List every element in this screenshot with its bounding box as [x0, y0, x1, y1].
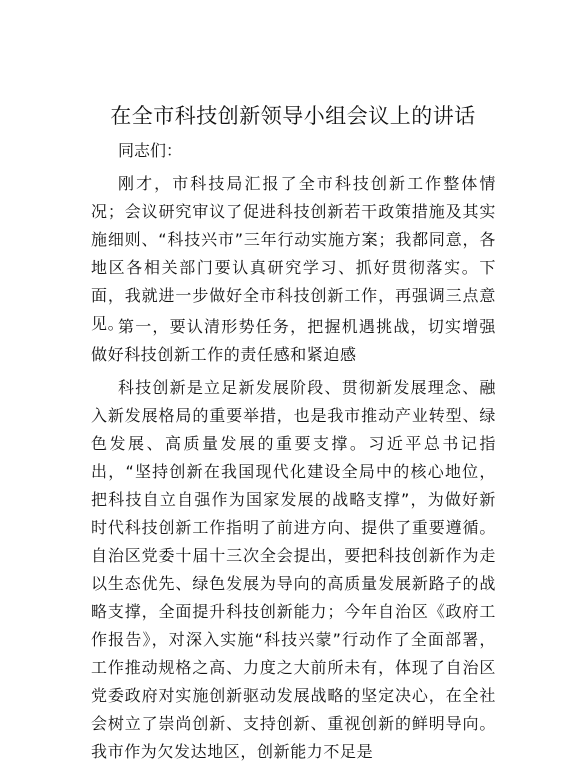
paragraph-intro: 刚才，市科技局汇报了全市科技创新工作整体情况；会议研究审议了促进科技创新若干政策措施及其实施细则、“科技兴市”三年行动实施方案；我都同意，各地区各相关部门要认真研究学习、抓好贯彻落实。下面，我就进一步做好全市科技创新工作，再强调三点意见。 — [91, 174, 496, 333]
document-title: 在全市科技创新领导小组会议上的讲话 — [110, 104, 476, 128]
paragraph-body: 科技创新是立足新发展阶段、贯彻新发展理念、融入新发展格局的重要举措，也是我市推动产业转型、绿色发展、高质量发展的重要支撑。习近平总书记指出，“坚持创新在我国现代化建设全局中的核心地位，把科技自立自强作为国家发展的战略支撑”，为做好新时代科技创新工作指明了前进方向、提供了重要遵循。自治区党委十届十三次全会提出，要把科技创新作为走以生态优先、绿色发展为导向的高质量发展新路子的战略支撑，全面提升科技创新能力；今年自治区《政府工作报告》，对深入实施“科技兴蒙”行动作了全面部署，工作推动规格之高、力度之大前所未有，体现了自治区党委政府对实施创新驱动发展战略的坚定决心，在全社会树立了崇尚创新、支持创新、重视创新的鲜明导向。我市作为欠发达地区，创新能力不足是 — [91, 378, 496, 761]
salutation: 同志们： — [118, 141, 183, 160]
section-heading-first: 第一，要认清形势任务，把握机遇挑战，切实增强做好科技创新工作的责任感和紧迫感 — [91, 317, 496, 364]
